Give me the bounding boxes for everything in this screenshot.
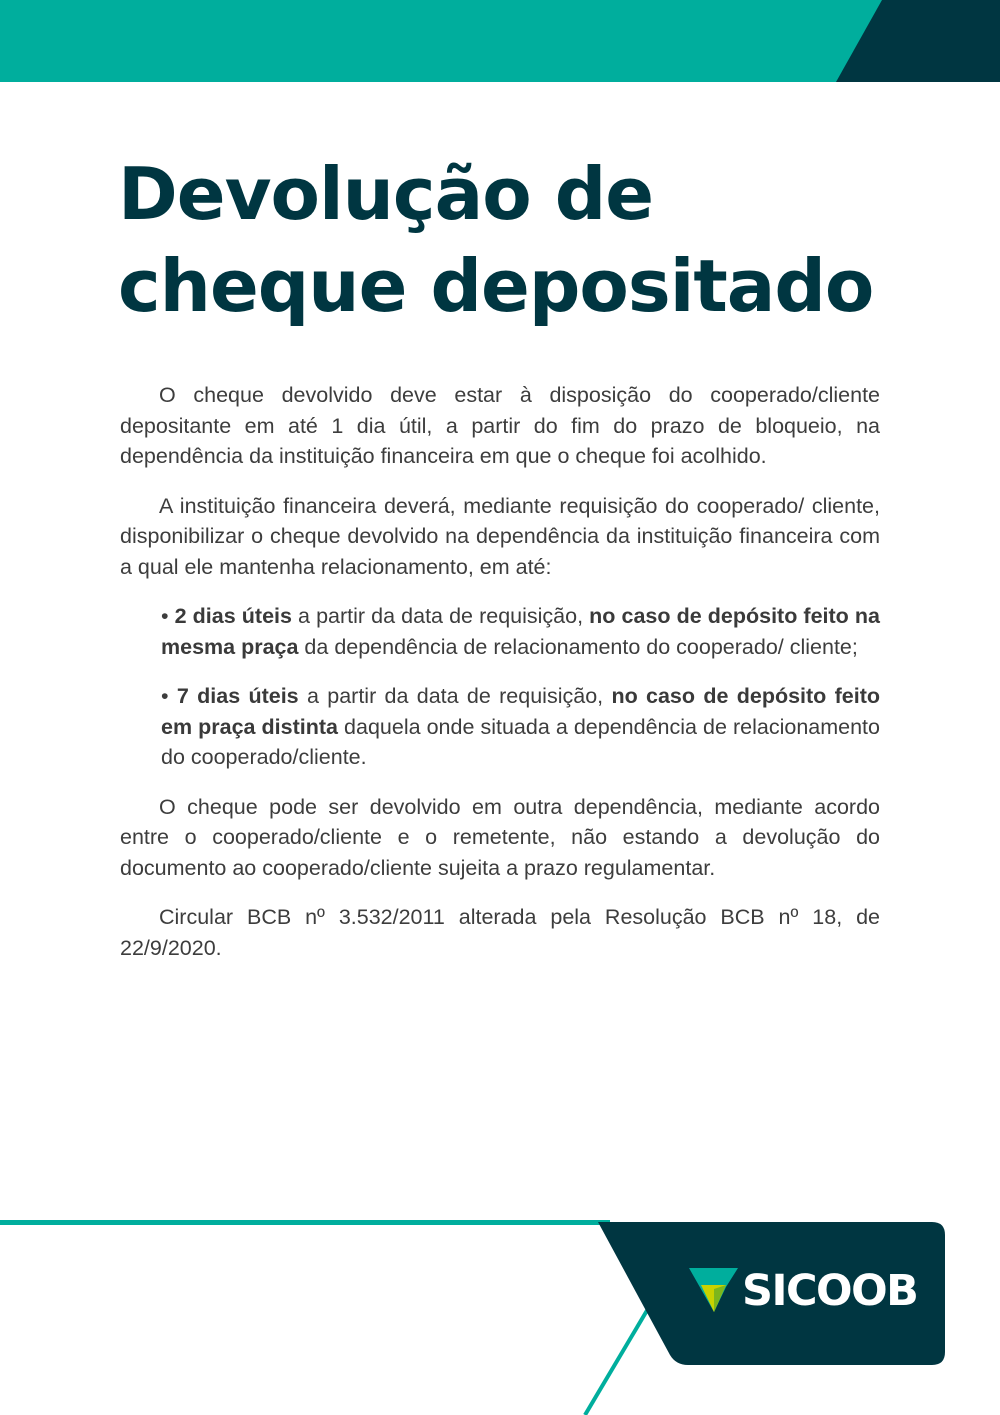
bullet-item-same-city [161,601,880,662]
bullet-bold-condition: no caso de depósito feito na mesma praça [161,604,880,659]
paragraph-availability: O cheque devolvido deve estar à disposição do cooperado/cliente depositante em até 1 dia útil, a partir do fim do prazo de bloqueio, na dependência da instituição financeira em que o cheque foi acolhido. [120,383,880,468]
footer-teal-diagonal [585,1302,652,1415]
sicoob-logo-icon [688,1265,740,1315]
document-body [120,380,880,982]
paragraph-regulation: Circular BCB nº 3.532/2011 alterada pela Resolução BCB nº 18, de 22/9/2020. [120,905,880,960]
footer-teal-line [0,1220,610,1225]
bullet-bold-term: 7 dias úteis [176,684,299,708]
bullet-item-other-city [161,681,880,773]
bullet-marker: • [161,684,169,708]
page-title-line1: Devolução de [118,152,654,236]
bullet-text: da dependência de relacionamento do cooperado/ cliente; [298,634,858,659]
sicoob-logo [688,1265,918,1317]
brand-name: SICOOB [742,1266,918,1316]
paragraph-other-branch: O cheque pode ser devolvido em outra dependência, mediante acordo entre o cooperado/cliente e o remetente, não estando a devolução do documento ao cooperado/cliente sujeita a prazo regulamentar. [120,794,880,880]
page-title-line2: cheque depositado [118,244,874,328]
page-title [118,148,873,332]
paragraph-request: A instituição financeira deverá, mediante requisição do cooperado/ cliente, disponibilizar o cheque devolvido na dependência da instituição financeira com a qual ele mantenha relacionamento, em até: [120,493,880,579]
bullet-text: a partir da data de requisição, [298,684,612,708]
top-header-bar [0,0,1000,82]
bullet-text: a partir da data de requisição, [291,604,590,628]
bullet-bold-condition: no caso de depósito feito em praça distinta [161,684,881,739]
bullet-bold-term: 2 dias úteis [174,604,292,628]
bullet-text: daquela onde situada a dependência de relacionamento do cooperado/cliente. [161,714,880,769]
bullet-marker: • [161,604,169,628]
